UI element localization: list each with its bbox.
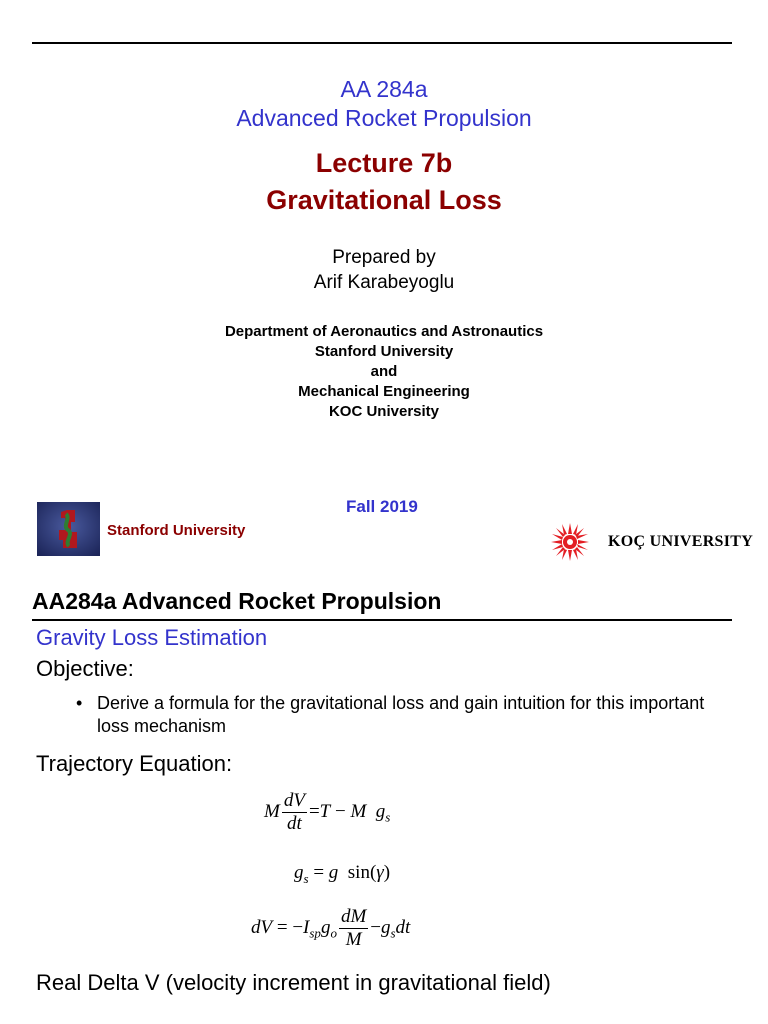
affiliation-line: Department of Aeronautics and Astronautics bbox=[224, 323, 544, 340]
bullet-list bbox=[76, 692, 736, 738]
author-name: Arif Karabeyoglu bbox=[313, 272, 455, 293]
trajectory-heading: Trajectory Equation: bbox=[36, 751, 233, 776]
top-rule bbox=[32, 42, 732, 44]
slide-header: AA284a Advanced Rocket Propulsion bbox=[32, 588, 442, 614]
header-rule bbox=[32, 619, 732, 621]
equation-gravity-component: $g_s = g$ sin(γ) bbox=[294, 862, 391, 886]
stanford-label: Stanford University bbox=[107, 522, 246, 539]
stanford-logo bbox=[37, 502, 100, 556]
prepared-by: Prepared by bbox=[332, 247, 436, 268]
stanford-emblem-icon bbox=[37, 502, 100, 556]
course-code: AA 284a bbox=[340, 76, 428, 102]
course-name: Advanced Rocket Propulsion bbox=[236, 105, 532, 131]
lecture-number: Lecture 7b bbox=[315, 148, 453, 178]
objective-heading: Objective: bbox=[36, 656, 134, 681]
lecture-title: Gravitational Loss bbox=[266, 185, 502, 215]
bullet-text: Derive a formula for the gravitational loss and gain intuition for this important loss mechanism bbox=[97, 693, 705, 736]
equation-trajectory: M $\frac{dV}{dt}$ =T − M $g_s$ bbox=[264, 790, 391, 834]
slide-subtitle: Gravity Loss Estimation bbox=[36, 625, 268, 650]
affiliation-line: Stanford University bbox=[314, 343, 454, 360]
affiliation-block bbox=[0, 322, 768, 422]
koc-sunburst-icon bbox=[550, 522, 590, 562]
affiliation-line: and bbox=[370, 363, 398, 380]
equation-velocity-increment: dV = $-I_{sp}g_o$ $\frac{dM}{M}$ $-g_sdt$ bbox=[251, 906, 411, 950]
koc-label: KOÇ UNIVERSITY bbox=[608, 533, 754, 550]
bullet-dot-icon: • bbox=[76, 693, 83, 713]
term-label: Fall 2019 bbox=[346, 497, 418, 516]
affiliation-line: KOC University bbox=[328, 403, 440, 420]
list-item bbox=[76, 692, 736, 738]
affiliation-line: Mechanical Engineering bbox=[298, 383, 470, 400]
bottom-heading: Real Delta V (velocity increment in gravitational field) bbox=[36, 970, 551, 995]
koc-logo bbox=[550, 522, 590, 562]
